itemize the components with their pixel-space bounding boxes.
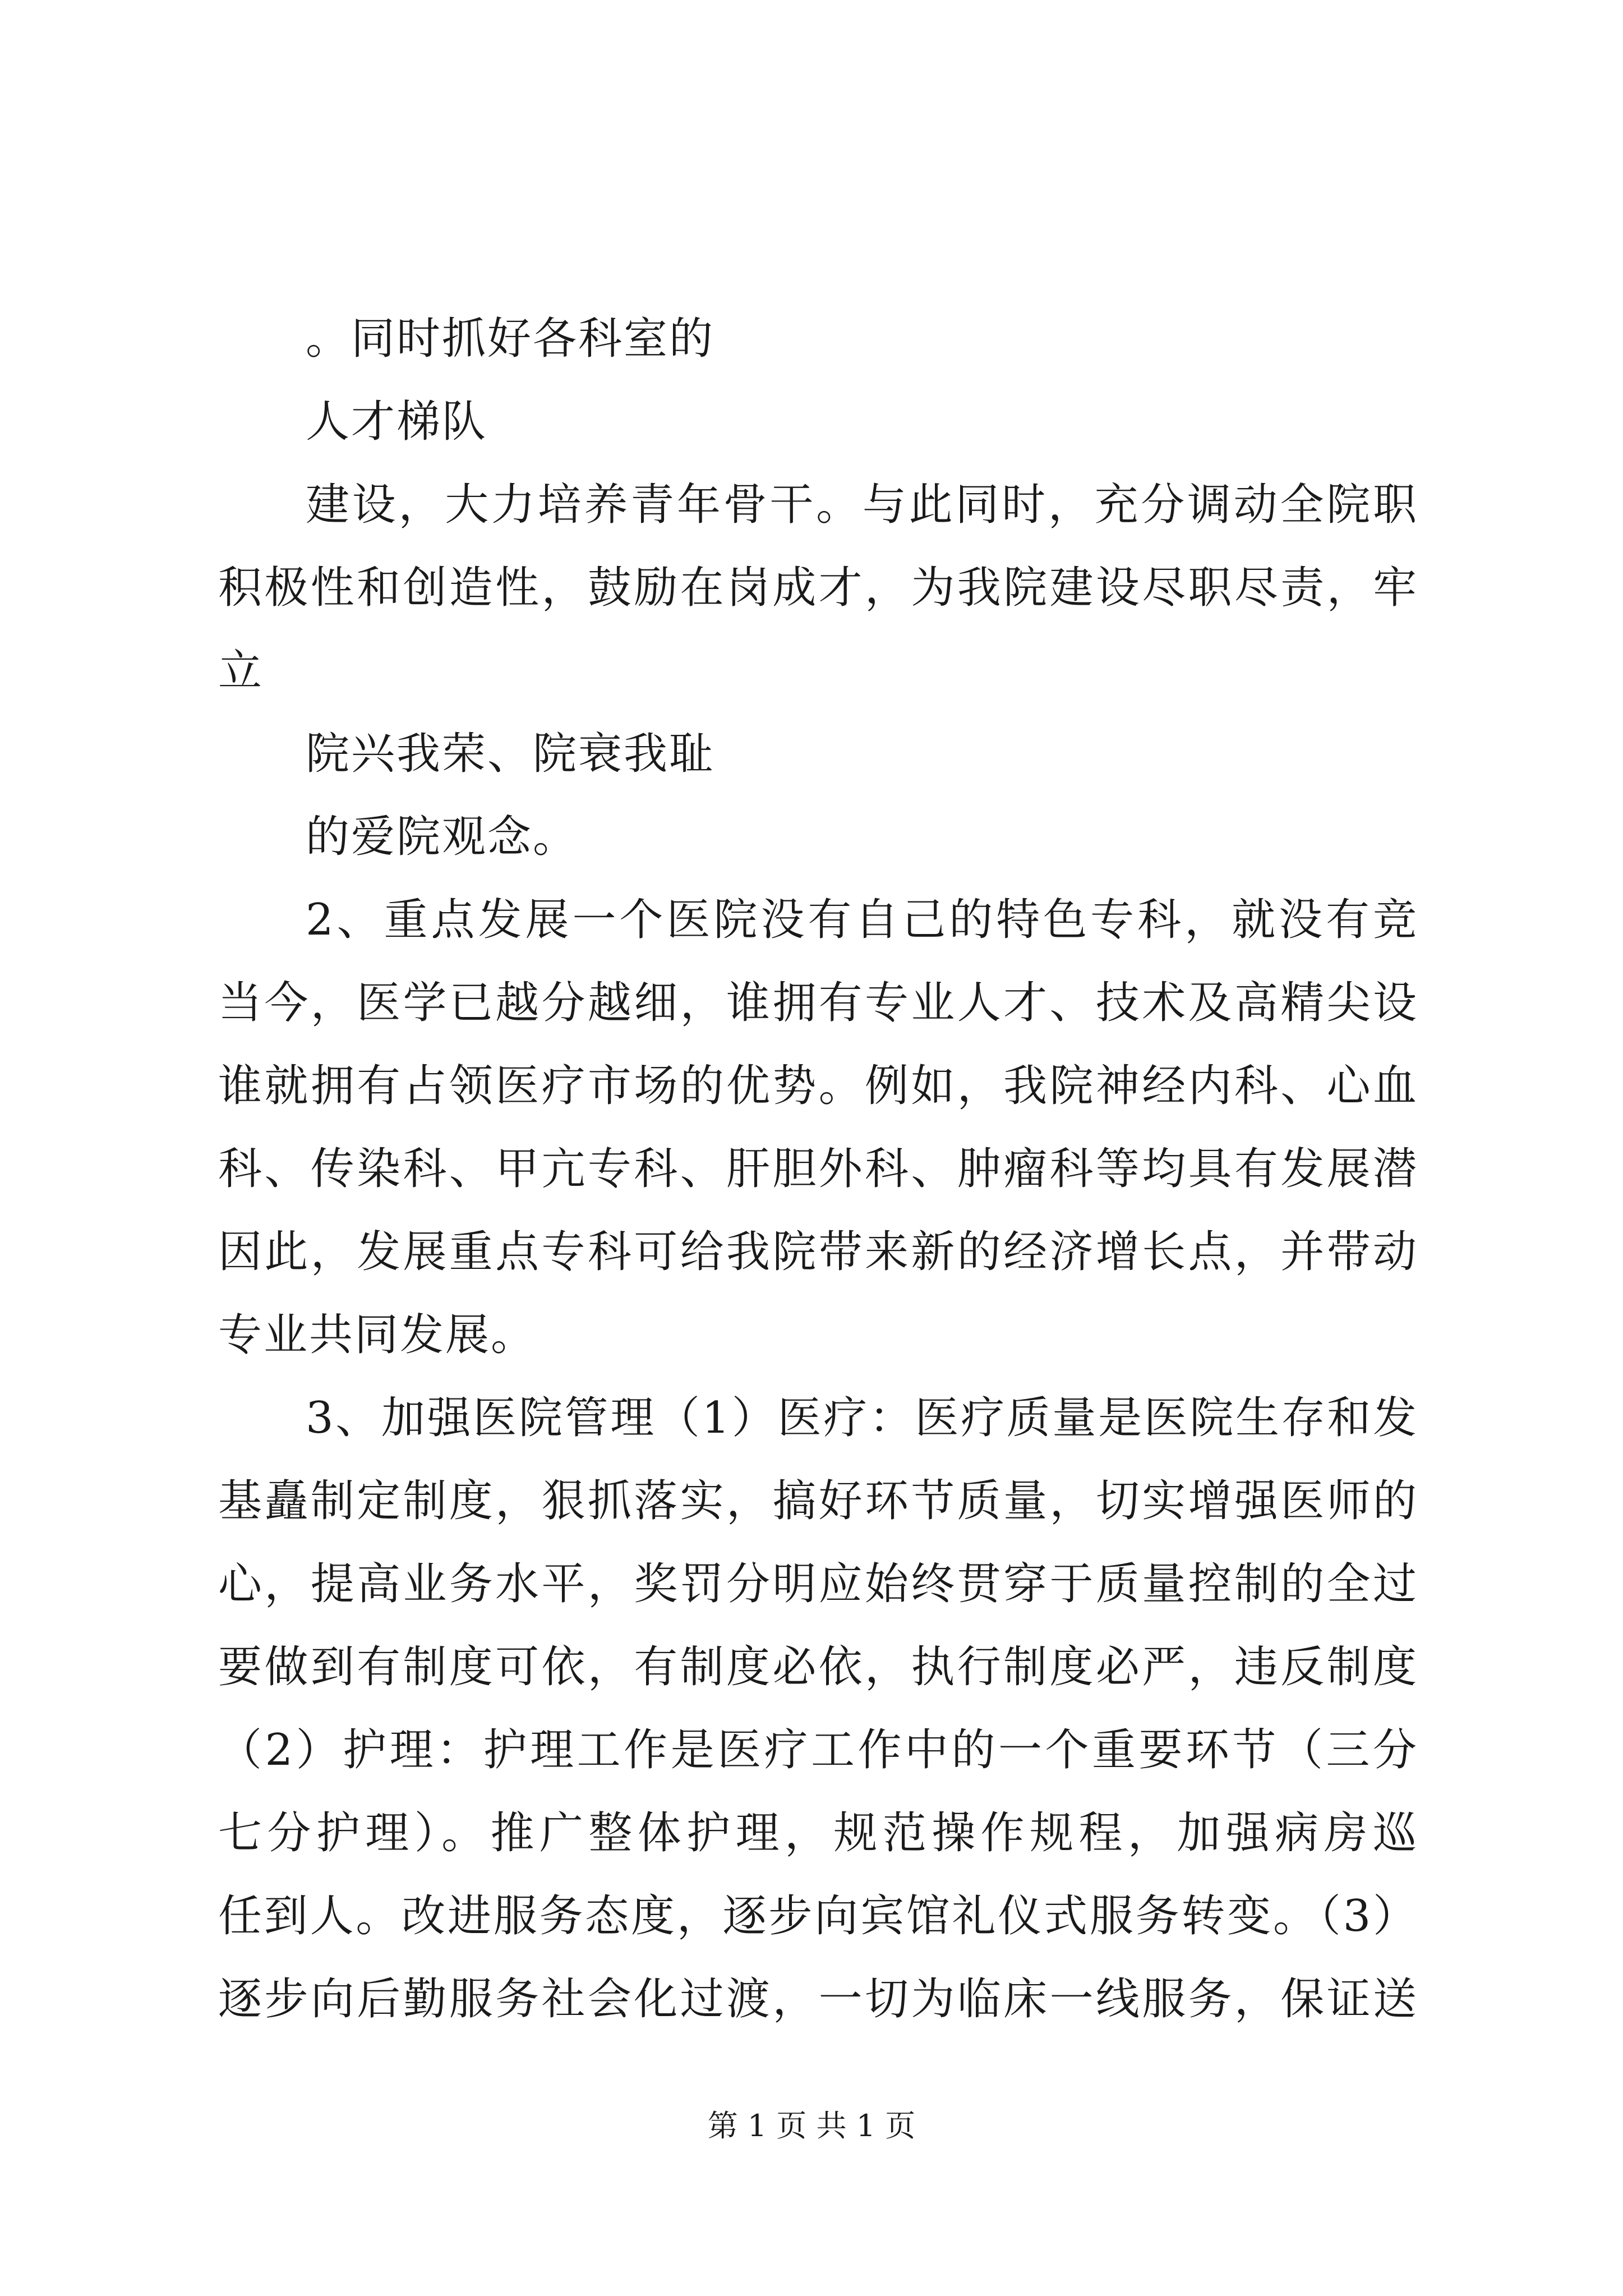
text-line: 七分护理）。推广整体护理，规范操作规程，加强病房巡 bbox=[218, 1808, 1418, 1858]
text-line: 的爱院观念。 bbox=[306, 812, 579, 862]
text-line: 科、传染科、甲亢专科、肝胆外科、肿瘤科等均具有发展潜 bbox=[218, 1144, 1418, 1194]
text-line: 要做到有制度可依，有制度必依，执行制度必严，违反制度 bbox=[218, 1642, 1418, 1692]
text-line: 院兴我荣、院衰我耻 bbox=[306, 729, 715, 779]
text-line: 2、重点发展一个医院没有自己的特色专科，就没有竞 bbox=[306, 895, 1418, 945]
text-line: 建设，大力培养青年骨干。与此同时，充分调动全院职 bbox=[306, 480, 1418, 530]
text-line: 因此，发展重点专科可给我院带来新的经济增长点，并带动 bbox=[218, 1227, 1418, 1277]
text-line: 当今，医学已越分越细，谁拥有专业人才、技术及高精尖设 bbox=[218, 978, 1418, 1028]
text-line: 积极性和创造性，鼓励在岗成才，为我院建设尽职尽责，牢 bbox=[218, 563, 1418, 613]
text-line: 任到人。改进服务态度，逐步向宾馆礼仪式服务转变。（3） bbox=[218, 1891, 1418, 1941]
text-line: 心，提高业务水平，奖罚分明应始终贯穿于质量控制的全过 bbox=[218, 1559, 1418, 1609]
text-line: 逐步向后勤服务社会化过渡，一切为临床一线服务，保证送 bbox=[218, 1974, 1418, 2024]
text-line: 立 bbox=[218, 646, 264, 696]
text-line: （2）护理：护理工作是医疗工作中的一个重要环节（三分 bbox=[218, 1725, 1418, 1775]
text-line: 专业共同发展。 bbox=[218, 1310, 537, 1360]
text-line: 基矗制定制度，狠抓落实，搞好环节质量，切实增强医师的 bbox=[218, 1476, 1418, 1526]
text-line: 3、加强医院管理（1）医疗：医疗质量是医院生存和发 bbox=[306, 1393, 1418, 1443]
page-footer: 第 1 页 共 1 页 bbox=[707, 2108, 916, 2143]
text-line: 谁就拥有占领医疗市场的优势。例如，我院神经内科、心血 bbox=[218, 1061, 1418, 1111]
text-line: 人才梯队 bbox=[306, 397, 488, 447]
document-body bbox=[218, 297, 1418, 2041]
text-line: 。同时抓好各科室的 bbox=[306, 314, 715, 364]
